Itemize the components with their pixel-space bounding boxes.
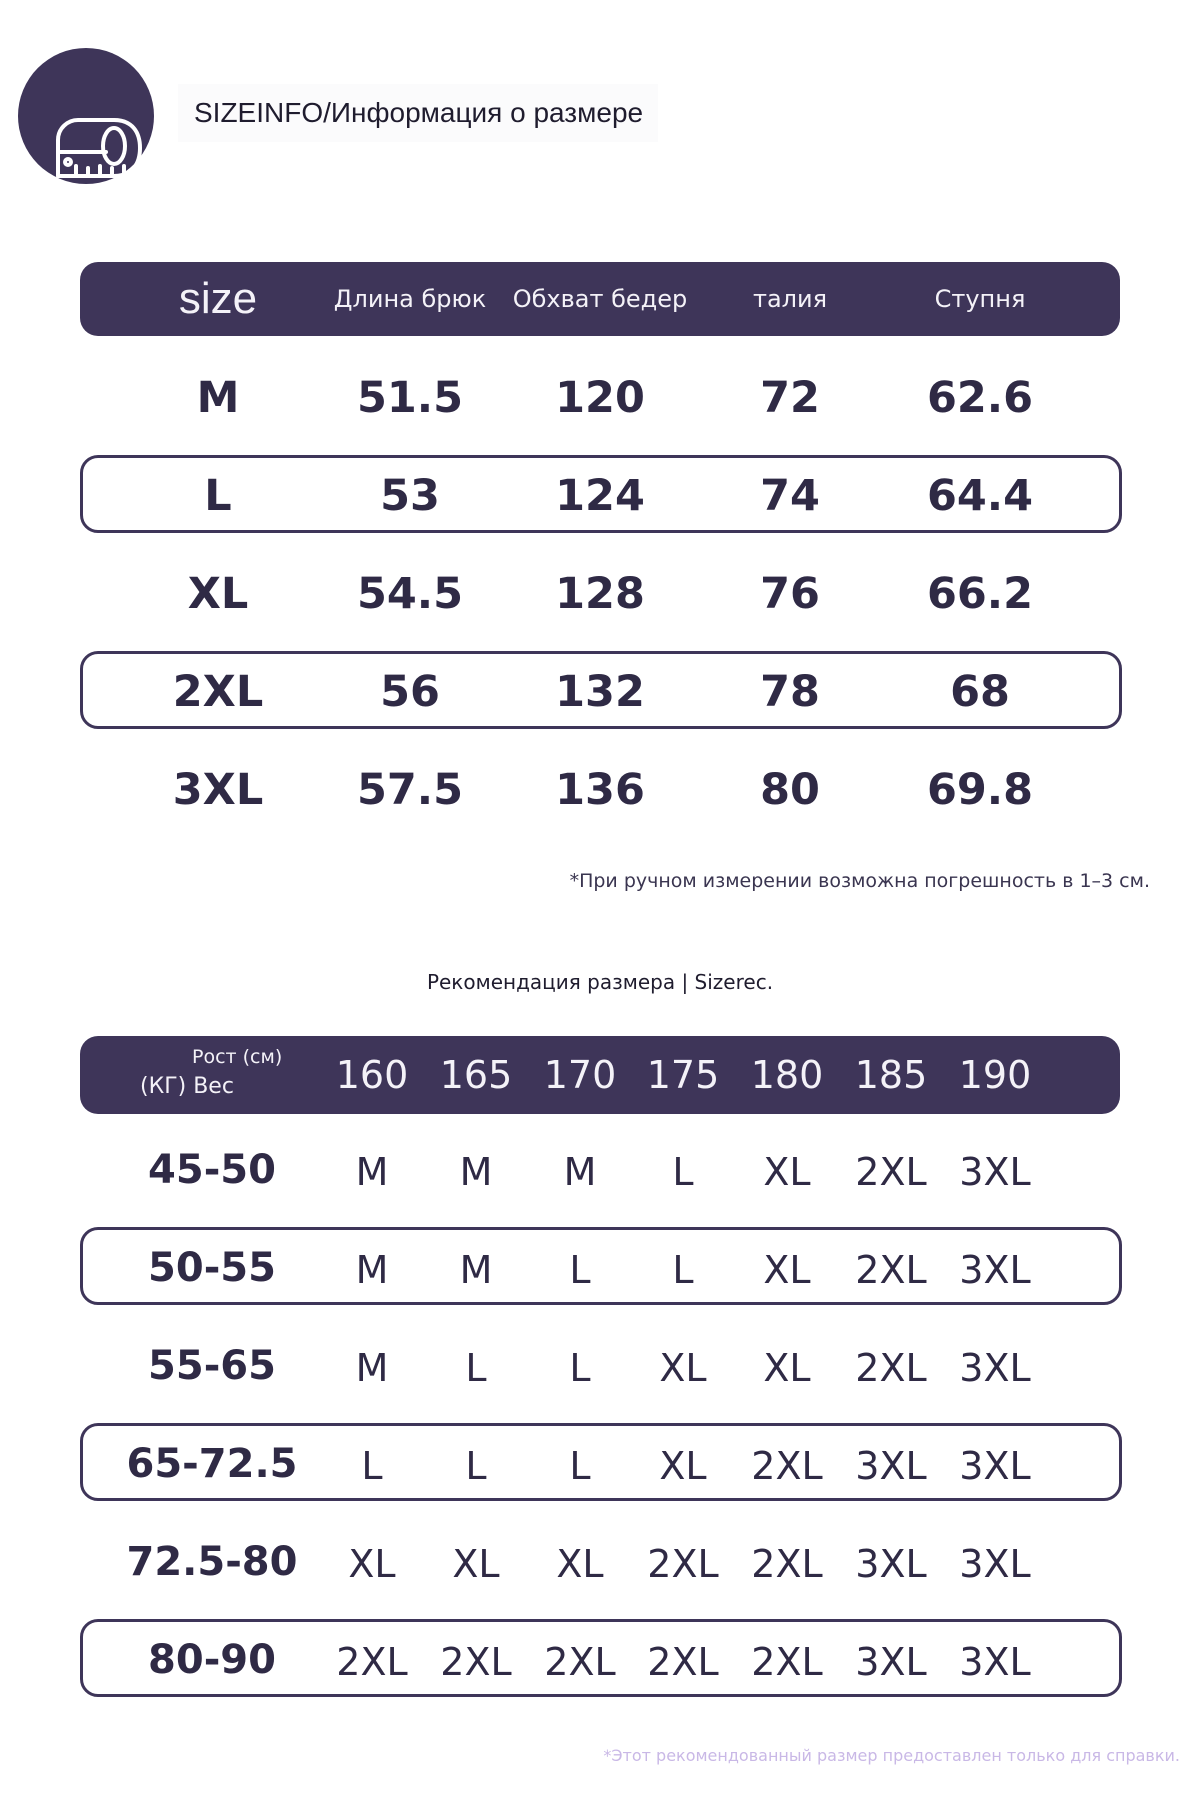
table-cell: 68	[950, 667, 1010, 717]
table-cell: 78	[760, 667, 820, 717]
recommended-size: M	[459, 1150, 493, 1194]
size-table-header-cell: size	[178, 274, 258, 323]
table-cell: 64.4	[926, 471, 1034, 521]
table-cell: 69.8	[926, 765, 1034, 815]
recommended-size: 2XL	[751, 1542, 823, 1586]
weight-range: 45-50	[148, 1147, 276, 1193]
table-cell: 72	[760, 373, 820, 423]
size-table-header-cell: талия	[752, 285, 828, 313]
recommended-size: L	[569, 1444, 591, 1488]
height-column-header: 180	[750, 1053, 824, 1097]
table-cell: 66.2	[926, 569, 1034, 619]
table-cell: 54.5	[356, 569, 464, 619]
table-cell: 136	[555, 765, 645, 815]
measurement-note: *При ручном измерении возможна погрешность в 1–3 см.	[569, 870, 1150, 892]
table-cell: 53	[380, 471, 440, 521]
page-title: SIZEINFO/Информация о размере	[178, 84, 658, 142]
recommended-size: 2XL	[751, 1640, 823, 1684]
recommended-size: 3XL	[855, 1542, 927, 1586]
table-cell: 128	[555, 569, 645, 619]
recommended-size: 3XL	[855, 1640, 927, 1684]
recommended-size: 2XL	[751, 1444, 823, 1488]
recommended-size: 3XL	[959, 1346, 1031, 1390]
recommended-size: L	[465, 1346, 487, 1390]
size-label: XL	[187, 569, 249, 619]
recommended-size: XL	[659, 1444, 707, 1488]
recommended-size: M	[355, 1346, 389, 1390]
recommended-size: 2XL	[647, 1542, 719, 1586]
size-label: 2XL	[172, 667, 264, 717]
weight-range: 72.5-80	[126, 1539, 298, 1585]
size-table-header-cell: Обхват бедер	[512, 285, 688, 313]
weight-label: (КГ) Вес	[140, 1074, 234, 1099]
recommended-size: XL	[659, 1346, 707, 1390]
height-column-header: 170	[543, 1053, 617, 1097]
size-label: L	[204, 471, 232, 521]
recommended-size: 2XL	[855, 1248, 927, 1292]
weight-range: 65-72.5	[126, 1441, 298, 1487]
recommended-size: XL	[763, 1150, 811, 1194]
table-cell: 124	[555, 471, 645, 521]
table-cell: 62.6	[926, 373, 1034, 423]
recommendation-note: *Этот рекомендованный размер предоставлен только для справки.	[603, 1746, 1180, 1765]
recommended-size: L	[569, 1248, 591, 1292]
table-cell: 56	[380, 667, 440, 717]
recommendation-table-header	[80, 1036, 1120, 1114]
recommended-size: 3XL	[959, 1542, 1031, 1586]
weight-range: 55-65	[148, 1343, 276, 1389]
weight-range: 50-55	[148, 1245, 276, 1291]
recommended-size: 3XL	[855, 1444, 927, 1488]
height-column-header: 160	[335, 1053, 409, 1097]
recommended-size: 2XL	[544, 1640, 616, 1684]
recommended-size: L	[672, 1150, 694, 1194]
tape-measure-icon	[18, 48, 154, 184]
height-column-header: 175	[646, 1053, 720, 1097]
recommended-size: L	[361, 1444, 383, 1488]
recommended-size: L	[672, 1248, 694, 1292]
recommended-size: XL	[348, 1542, 396, 1586]
height-label: Рост (см)	[192, 1046, 283, 1068]
recommended-size: M	[355, 1248, 389, 1292]
recommended-size: 3XL	[959, 1444, 1031, 1488]
size-table-header-cell: Длина брюк	[333, 285, 487, 313]
recommended-size: 2XL	[440, 1640, 512, 1684]
height-column-header: 185	[854, 1053, 928, 1097]
table-cell: 132	[555, 667, 645, 717]
recommended-size: 2XL	[336, 1640, 408, 1684]
recommended-size: M	[459, 1248, 493, 1292]
table-cell: 51.5	[356, 373, 464, 423]
recommended-size: 3XL	[959, 1150, 1031, 1194]
recommended-size: 3XL	[959, 1640, 1031, 1684]
table-cell: 76	[760, 569, 820, 619]
size-label: M	[196, 373, 240, 423]
recommendation-title: Рекомендация размера | Sizerec.	[426, 970, 774, 994]
recommended-size: 2XL	[647, 1640, 719, 1684]
table-cell: 80	[760, 765, 820, 815]
recommended-size: 2XL	[855, 1346, 927, 1390]
height-column-header: 165	[439, 1053, 513, 1097]
table-cell: 120	[555, 373, 645, 423]
table-cell: 74	[760, 471, 820, 521]
recommended-size: L	[465, 1444, 487, 1488]
size-table-header-cell: Ступня	[934, 285, 1026, 313]
recommended-size: M	[563, 1150, 597, 1194]
recommended-size: 2XL	[855, 1150, 927, 1194]
weight-range: 80-90	[148, 1637, 276, 1683]
table-cell: 57.5	[356, 765, 464, 815]
recommended-size: XL	[556, 1542, 604, 1586]
recommended-size: 3XL	[959, 1248, 1031, 1292]
height-column-header: 190	[958, 1053, 1032, 1097]
recommended-size: M	[355, 1150, 389, 1194]
recommended-size: XL	[763, 1248, 811, 1292]
size-table-header	[80, 262, 1120, 336]
size-label: 3XL	[172, 765, 264, 815]
recommended-size: XL	[452, 1542, 500, 1586]
recommended-size: L	[569, 1346, 591, 1390]
recommended-size: XL	[763, 1346, 811, 1390]
